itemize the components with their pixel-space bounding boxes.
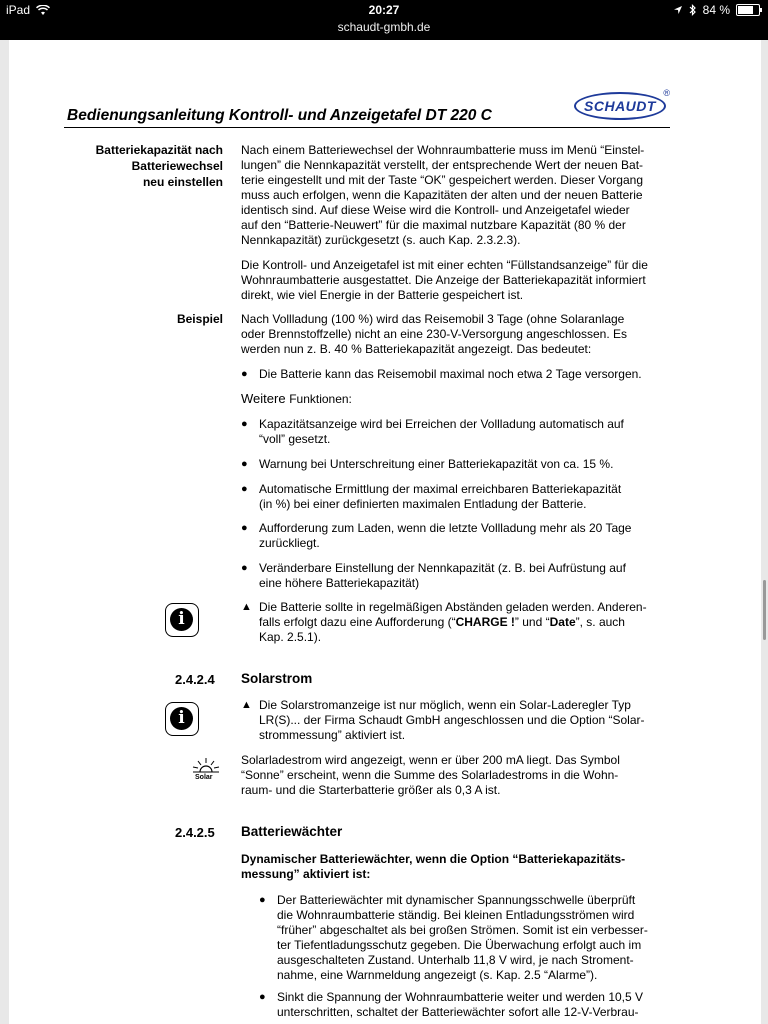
text-line: lungen” die Nennkapazität verstellt, der entsprechende Wert der neuen Bat- bbox=[241, 158, 644, 172]
text-line: die Wohnraumbatterie ständig. Bei kleinen Entladungsströmen wird bbox=[277, 908, 635, 922]
note-text bbox=[259, 698, 671, 743]
list-item-text: Die Batterie kann das Reisemobil maximal noch etwa 2 Tage versorgen. bbox=[259, 367, 642, 381]
bluetooth-icon bbox=[689, 4, 697, 16]
text-line: Wohnraumbatterie ausgestattet. Die Anzeige der Batteriekapazität informiert bbox=[241, 273, 646, 287]
info-icon: i bbox=[165, 702, 199, 736]
status-right bbox=[673, 3, 760, 17]
text-line: terie eingestellt und mit der Taste “OK” gespeichert werden. Dieser Vorgang bbox=[241, 173, 643, 187]
list-item-text bbox=[277, 893, 671, 983]
text-line: eine höhere Batteriekapazität) bbox=[259, 576, 420, 590]
charge-keyword: CHARGE ! bbox=[455, 615, 515, 629]
bullet-icon: ● bbox=[241, 368, 248, 380]
text-line: Nennkapazität) zurückgesetzt (s. auch Kap. 2.3.2.3). bbox=[241, 233, 521, 247]
header-rule bbox=[64, 127, 670, 128]
list-item-text bbox=[277, 990, 671, 1020]
list-item-text bbox=[259, 457, 671, 472]
text-line: Die Batterie sollte in regelmäßigen Abständen geladen werden. Anderen- bbox=[259, 600, 647, 614]
section-title-battery-guard: Batteriewächter bbox=[241, 824, 343, 839]
text-line: Kap. 2.5.1). bbox=[259, 630, 322, 644]
text-line: LR(S)... der Firma Schaudt GmbH angeschlossen und die Option “Solar- bbox=[259, 713, 645, 727]
text-line: (in %) bei einer definierten maximalen Entladung der Batterie. bbox=[259, 497, 587, 511]
document-title: Bedienungsanleitung Kontroll- und Anzeigetafel DT 220 C bbox=[67, 107, 492, 124]
text-line: Sinkt die Spannung der Wohnraumbatterie weiter und werden 10,5 V bbox=[277, 990, 644, 1004]
scrollbar[interactable] bbox=[763, 580, 766, 640]
text-line bbox=[259, 615, 671, 630]
bullet-icon: ● bbox=[259, 894, 266, 906]
side-heading-example: Beispiel bbox=[176, 312, 223, 326]
text-line: Der Batteriewächter mit dynamischer Spannungsschwelle überprüft bbox=[277, 893, 636, 907]
battery-percent: 84 % bbox=[702, 3, 730, 17]
text-line: Veränderbare Einstellung der Nennkapazität (z. B. bei Aufrüstung auf bbox=[259, 561, 626, 575]
document-viewport[interactable] bbox=[0, 40, 768, 1024]
bullet-icon: ● bbox=[259, 991, 266, 1003]
text-line: oder Brennstoffzelle) nicht an eine 230-V-Versorgung angeschlossen. Es bbox=[241, 327, 628, 341]
text-line: Die Kontroll- und Anzeigetafel ist mit einer echten “Füllstandsanzeige” für die bbox=[241, 258, 648, 272]
text-line: Aufforderung zum Laden, wenn die letzte Vollladung mehr als 20 Tage bbox=[259, 521, 632, 535]
bullet-icon: ● bbox=[241, 522, 248, 534]
info-icon: i bbox=[165, 603, 199, 637]
side-heading-line: Batteriekapazität nach bbox=[95, 143, 223, 157]
text-line: Kapazitätsanzeige wird bei Erreichen der Vollladung automatisch auf bbox=[259, 417, 624, 431]
text-line: auf den “Batterie-Neuwert” für die maximal nutzbare Kapazität (80 % der bbox=[241, 218, 626, 232]
triangle-icon: ▲ bbox=[241, 601, 252, 613]
date-keyword: Date bbox=[549, 615, 576, 629]
bullet-icon: ● bbox=[241, 483, 248, 495]
section-number-battery-guard: 2.4.2.5 bbox=[175, 825, 215, 840]
bullet-icon: ● bbox=[241, 418, 248, 430]
text-line: Nach einem Batteriewechsel der Wohnraumbatterie muss im Menü “Einstel- bbox=[241, 143, 645, 157]
list-item-text bbox=[259, 417, 671, 447]
paragraph-solar-current bbox=[241, 753, 671, 798]
text-fragment: falls erfolgt dazu eine Aufforderung (“ bbox=[259, 615, 456, 629]
location-arrow-icon bbox=[673, 5, 683, 15]
sun-icon bbox=[191, 756, 221, 782]
list-item-text bbox=[259, 482, 671, 512]
battery-fill bbox=[738, 6, 753, 14]
text-line: ter Tiefentladungsschutz gegeben. Die Überwachung erfolgt auch im bbox=[277, 938, 642, 952]
text-fragment: ” und “ bbox=[514, 615, 550, 629]
text-line: identisch sind. Auf diese Weise wird die Kontroll- und Anzeigetafel wieder bbox=[241, 203, 630, 217]
note-text bbox=[259, 600, 671, 645]
text-line: direkt, wie viel Energie in der Batterie gespeichert ist. bbox=[241, 288, 524, 302]
bullet-icon: ● bbox=[241, 458, 248, 470]
heading-word: Funktionen: bbox=[289, 392, 352, 406]
device-name: iPad bbox=[6, 3, 31, 17]
text-line: raum- und die Starterbatterie größer als 0,3 A ist. bbox=[241, 783, 501, 797]
list-item-text bbox=[259, 561, 671, 591]
text-line: nahme, eine Warnmeldung angezeigt (s. Kap. 2.5 “Alarme”). bbox=[277, 968, 598, 982]
paragraph-fill-level bbox=[241, 258, 671, 303]
clock: 20:27 bbox=[368, 3, 400, 17]
text-line: “früher” abgeschaltet als bei großen Strömen. Somit ist ein verbesser- bbox=[277, 923, 648, 937]
text-line: “Sonne” erscheint, wenn die Summe des Solarladestroms in die Wohn- bbox=[241, 768, 619, 782]
document-page bbox=[9, 40, 761, 1024]
status-bar bbox=[0, 0, 768, 20]
section-number-solar: 2.4.2.4 bbox=[175, 672, 215, 687]
text-line: zurückliegt. bbox=[259, 536, 320, 550]
text-fragment: ”, s. auch bbox=[575, 615, 625, 629]
text-line: messung” aktiviert ist: bbox=[241, 867, 371, 881]
paragraph-battery-change bbox=[241, 143, 671, 248]
side-heading-battery bbox=[69, 142, 223, 190]
url-bar[interactable]: schaudt-gmbh.de bbox=[0, 20, 768, 40]
text-line: Dynamischer Batteriewächter, wenn die Option “Batteriekapazitäts- bbox=[241, 852, 626, 866]
side-heading-line: neu einstellen bbox=[142, 175, 223, 189]
list-item-text bbox=[259, 521, 671, 551]
heading-word: Weitere bbox=[241, 391, 286, 406]
battery-guard-subheading bbox=[241, 852, 671, 882]
text-line: unterschritten, schaltet der Batteriewächter sofort alle 12-V-Verbrau- bbox=[277, 1005, 639, 1019]
logo-text: SCHAUDT bbox=[574, 92, 666, 120]
text-line: Die Solarstromanzeige ist nur möglich, wenn ein Solar-Laderegler Typ bbox=[259, 698, 631, 712]
registered-mark: ® bbox=[663, 88, 670, 98]
further-functions-heading bbox=[241, 391, 671, 407]
bullet-icon: ● bbox=[241, 562, 248, 574]
text-line: werden nun z. B. 40 % Batteriekapazität angezeigt. Das bedeutet: bbox=[241, 342, 592, 356]
triangle-icon: ▲ bbox=[241, 699, 252, 711]
battery-icon bbox=[736, 4, 760, 16]
text-line: muss auch erfolgen, wenn die Kapazitäten der alten und der neuen Batterie bbox=[241, 188, 643, 202]
text-line: ausgeschalteten Zustand. Unterhalb 11,8 V wird, je nach Stroment- bbox=[277, 953, 634, 967]
section-title-solar: Solarstrom bbox=[241, 671, 313, 686]
solar-label: Solar bbox=[195, 774, 213, 781]
text-line: Warnung bei Unterschreitung einer Batteriekapazität von ca. 15 %. bbox=[259, 457, 614, 471]
text-line: “voll” gesetzt. bbox=[259, 432, 331, 446]
paragraph-example bbox=[241, 312, 671, 357]
side-heading-line: Batteriewechsel bbox=[131, 159, 223, 173]
text-line: Solarladestrom wird angezeigt, wenn er über 200 mA liegt. Das Symbol bbox=[241, 753, 620, 767]
text-line: strommessung” aktiviert ist. bbox=[259, 728, 406, 742]
text-line: Automatische Ermittlung der maximal erreichbaren Batteriekapazität bbox=[259, 482, 622, 496]
schaudt-logo bbox=[574, 88, 670, 122]
text-line: Nach Vollladung (100 %) wird das Reisemobil 3 Tage (ohne Solaranlage bbox=[241, 312, 625, 326]
